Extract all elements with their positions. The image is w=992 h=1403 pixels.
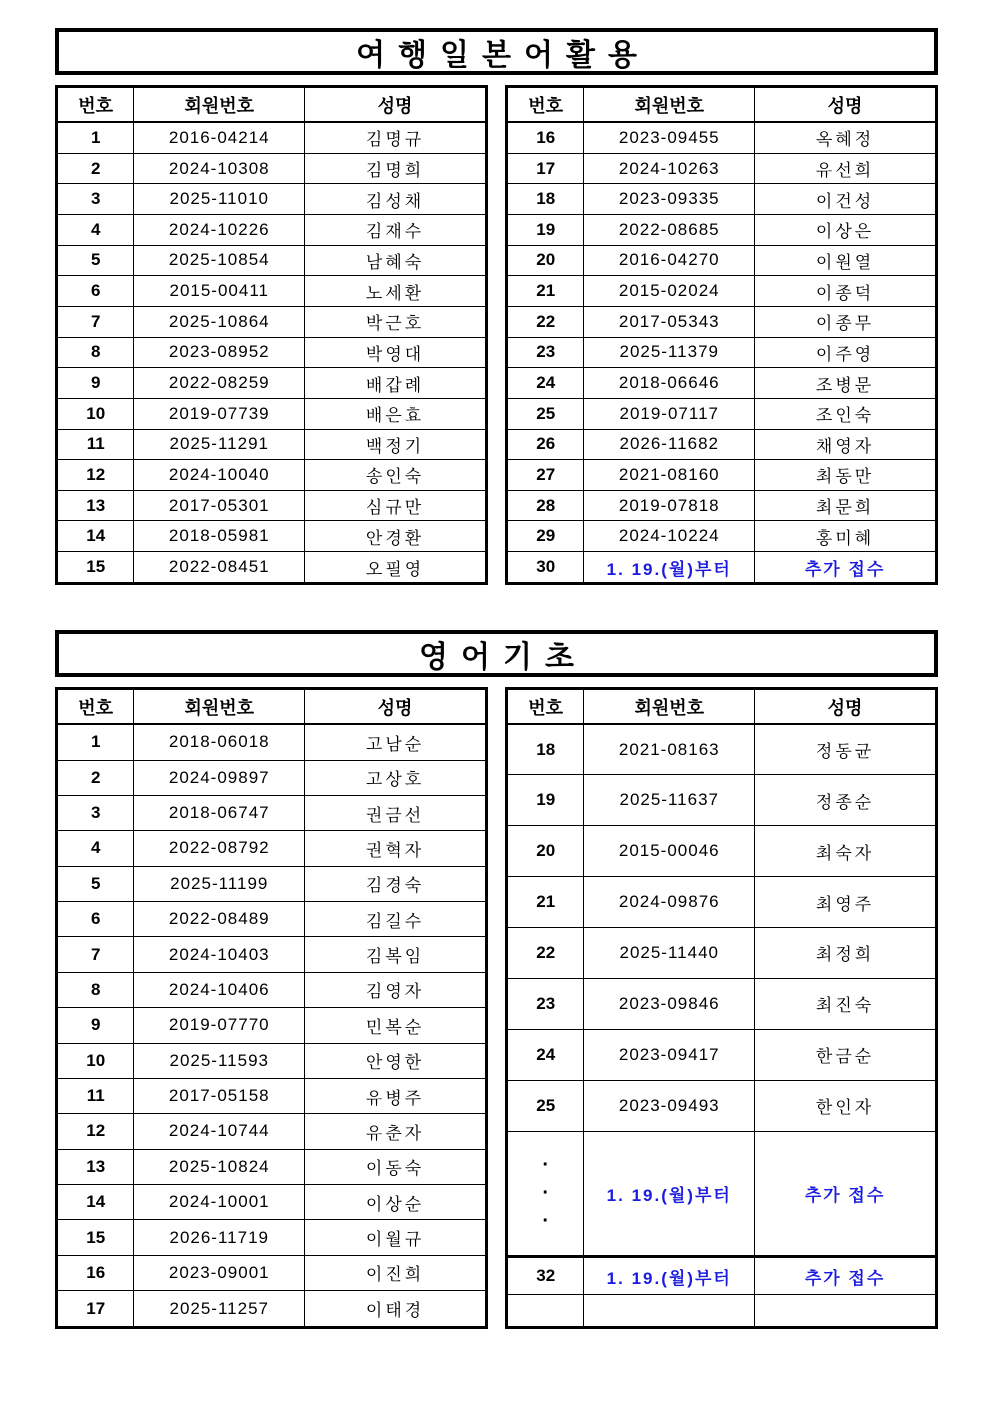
row-number-cell: 11 [57, 1078, 134, 1113]
table-row [507, 245, 937, 276]
table-row [57, 831, 487, 866]
member-number-cell: 2022-08489 [134, 902, 305, 937]
member-name-cell: 권혁자 [305, 831, 487, 866]
table-row [57, 398, 487, 429]
member-name-cell: 유춘자 [305, 1114, 487, 1149]
member-name-cell: 이건성 [755, 184, 937, 215]
table-row [57, 429, 487, 460]
member-number-cell: 2022-08685 [584, 215, 755, 246]
member-number-cell: 2018-06646 [584, 368, 755, 399]
row-number-cell: 12 [57, 1114, 134, 1149]
member-name-cell: 이진희 [305, 1255, 487, 1290]
member-number-cell: 2024-10403 [134, 937, 305, 972]
member-number-cell: 2024-10224 [584, 521, 755, 552]
table-row [507, 521, 937, 552]
course-title-travel-japanese: 여행일본어활용 [55, 28, 938, 75]
member-name-cell: 최동만 [755, 460, 937, 491]
member-name-cell: 조병문 [755, 368, 937, 399]
header-no: 번호 [507, 689, 584, 725]
table-row-32 [507, 1257, 937, 1295]
member-number-cell: 2023-09001 [134, 1255, 305, 1290]
row-number-cell: 5 [57, 866, 134, 901]
table-row [507, 1080, 937, 1131]
member-name-cell: 최영주 [755, 877, 937, 928]
member-number-cell: 2026-11682 [584, 429, 755, 460]
member-number-cell: 2022-08792 [134, 831, 305, 866]
row-number-cell: 2 [57, 153, 134, 184]
row-number-cell: 3 [57, 184, 134, 215]
member-name-cell: 이종무 [755, 306, 937, 337]
basic-english-table-right [505, 687, 938, 1329]
member-name-cell: 조인숙 [755, 398, 937, 429]
table-row [507, 1029, 937, 1080]
table-row [507, 877, 937, 928]
travel-japanese-table-left [55, 85, 488, 585]
member-number-cell: 2024-09876 [584, 877, 755, 928]
member-name-cell: 이주영 [755, 337, 937, 368]
member-name-cell: 권금선 [305, 795, 487, 830]
row-number-cell: 20 [507, 826, 584, 877]
member-number-cell: 2025-10824 [134, 1149, 305, 1184]
table-row [507, 552, 937, 584]
dot: · [542, 1210, 550, 1233]
member-name-cell: 김성채 [305, 184, 487, 215]
row-number-cell: 23 [507, 337, 584, 368]
table-row [57, 460, 487, 491]
ellipsis-dots [508, 1154, 583, 1233]
member-number-cell: 2018-06018 [134, 724, 305, 760]
table-row [57, 1220, 487, 1255]
table-row [57, 1043, 487, 1078]
member-number-cell: 2023-09417 [584, 1029, 755, 1080]
row-number-cell: 5 [57, 245, 134, 276]
member-number-cell: 2024-10226 [134, 215, 305, 246]
member-name-cell: 이종덕 [755, 276, 937, 307]
table-row [507, 276, 937, 307]
member-number-cell: 2016-04270 [584, 245, 755, 276]
member-number-cell: 2021-08163 [584, 724, 755, 775]
row-number-cell: 6 [57, 902, 134, 937]
pending-label-cell: 추가 접수 [755, 1131, 937, 1256]
row-number-cell: 22 [507, 306, 584, 337]
member-name-cell: 고상호 [305, 760, 487, 795]
row-number-cell: 18 [507, 724, 584, 775]
member-number-cell: 2024-10263 [584, 153, 755, 184]
member-name-cell: 김길수 [305, 902, 487, 937]
member-number-cell: 2024-10001 [134, 1185, 305, 1220]
row-number-cell: 17 [507, 153, 584, 184]
row-number-cell: 14 [57, 1185, 134, 1220]
header-row [507, 87, 937, 123]
table-row [57, 1185, 487, 1220]
table-row [507, 398, 937, 429]
member-name-cell: 최문희 [755, 490, 937, 521]
row-number-cell: 29 [507, 521, 584, 552]
table-row [507, 826, 937, 877]
member-name-cell: 정동균 [755, 724, 937, 775]
member-name-cell: 이태경 [305, 1291, 487, 1328]
row-number-cell: 6 [57, 276, 134, 307]
table-row [507, 215, 937, 246]
member-number-cell: 2015-00046 [584, 826, 755, 877]
header-name: 성명 [305, 87, 487, 123]
member-number-cell: 2019-07818 [584, 490, 755, 521]
row-number-cell: 13 [57, 490, 134, 521]
row-number-cell: 10 [57, 398, 134, 429]
table-row [57, 1078, 487, 1113]
member-number-cell: 1. 19.(월)부터 [584, 552, 755, 584]
table-row [57, 1149, 487, 1184]
header-no: 번호 [57, 689, 134, 725]
member-name-cell: 유병주 [305, 1078, 487, 1113]
table-row [57, 122, 487, 153]
member-name-cell: 채영자 [755, 429, 937, 460]
member-name-cell: 옥혜정 [755, 122, 937, 153]
row-number-cell: 3 [57, 795, 134, 830]
row-number-cell: 24 [507, 368, 584, 399]
row-number-cell [507, 1295, 584, 1328]
table-row [507, 306, 937, 337]
row-number-cell: 25 [507, 1080, 584, 1131]
row-number-cell: 9 [57, 1008, 134, 1043]
member-number-cell: 2023-09335 [584, 184, 755, 215]
table-row [57, 937, 487, 972]
row-number-cell: 16 [57, 1255, 134, 1290]
member-name-cell: 이원열 [755, 245, 937, 276]
member-name-cell: 박영대 [305, 337, 487, 368]
member-number-cell: 2024-10308 [134, 153, 305, 184]
row-number-cell: 2 [57, 760, 134, 795]
member-number-cell: 2017-05343 [584, 306, 755, 337]
header-member-number: 회원번호 [134, 689, 305, 725]
table-row [57, 972, 487, 1007]
member-name-cell: 이상은 [755, 215, 937, 246]
row-number-cell: 11 [57, 429, 134, 460]
row-number-cell: 1 [57, 122, 134, 153]
header-no: 번호 [57, 87, 134, 123]
table-row [57, 490, 487, 521]
header-member-number: 회원번호 [584, 689, 755, 725]
row-number-cell: 26 [507, 429, 584, 460]
member-name-cell: 백정기 [305, 429, 487, 460]
table-row [57, 521, 487, 552]
member-name-cell: 한인자 [755, 1080, 937, 1131]
table-row [507, 153, 937, 184]
member-number-cell: 2025-11199 [134, 866, 305, 901]
member-name-cell: 최정희 [755, 928, 937, 979]
header-name: 성명 [305, 689, 487, 725]
pending-label-cell: 추가 접수 [755, 1257, 937, 1295]
member-name-cell: 이상순 [305, 1185, 487, 1220]
member-number-cell: 2021-08160 [584, 460, 755, 491]
dot: · [542, 1154, 550, 1177]
member-name-cell: 한금순 [755, 1029, 937, 1080]
row-number-cell: 4 [57, 831, 134, 866]
pending-signup-merged-row [507, 1131, 937, 1256]
table-row [57, 153, 487, 184]
header-member-number: 회원번호 [134, 87, 305, 123]
member-number-cell: 2017-05158 [134, 1078, 305, 1113]
table-row [507, 122, 937, 153]
member-number-cell: 2025-11257 [134, 1291, 305, 1328]
row-number-cell: 28 [507, 490, 584, 521]
row-number-cell: 22 [507, 928, 584, 979]
member-name-cell: 박근호 [305, 306, 487, 337]
member-number-cell: 2016-04214 [134, 122, 305, 153]
member-number-cell: 2025-10864 [134, 306, 305, 337]
row-number-cell: 18 [507, 184, 584, 215]
table-row [507, 337, 937, 368]
table-row [57, 245, 487, 276]
member-number-cell: 2024-10406 [134, 972, 305, 1007]
row-number-cell: 19 [507, 215, 584, 246]
member-name-cell: 안경환 [305, 521, 487, 552]
row-number-cell: 30 [507, 552, 584, 584]
row-number-cell: 7 [57, 937, 134, 972]
member-number-cell: 2017-05301 [134, 490, 305, 521]
member-number-cell: 2022-08451 [134, 552, 305, 584]
member-name-cell: 심규만 [305, 490, 487, 521]
row-number-cell: 10 [57, 1043, 134, 1078]
member-name-cell: 이동숙 [305, 1149, 487, 1184]
pending-date-cell: 1. 19.(월)부터 [584, 1131, 755, 1256]
table-row [57, 1008, 487, 1043]
header-row [507, 689, 937, 725]
member-name-cell: 김재수 [305, 215, 487, 246]
member-number-cell: 2025-11291 [134, 429, 305, 460]
member-name-cell: 배은효 [305, 398, 487, 429]
header-member-number: 회원번호 [584, 87, 755, 123]
table-row [57, 1114, 487, 1149]
table-row [57, 1291, 487, 1328]
row-number-cell: 23 [507, 978, 584, 1029]
row-number-cell: 27 [507, 460, 584, 491]
row-number-cell: 7 [57, 306, 134, 337]
member-number-cell: 2024-10744 [134, 1114, 305, 1149]
table-row [507, 184, 937, 215]
member-number-cell: 2023-09846 [584, 978, 755, 1029]
member-name-cell: 김영자 [305, 972, 487, 1007]
member-name-cell: 남혜숙 [305, 245, 487, 276]
member-number-cell: 2024-09897 [134, 760, 305, 795]
table-row [57, 368, 487, 399]
member-number-cell: 2025-10854 [134, 245, 305, 276]
member-number-cell: 2026-11719 [134, 1220, 305, 1255]
row-number-cell: 15 [57, 1220, 134, 1255]
member-name-cell: 최숙자 [755, 826, 937, 877]
member-name-cell: 배갑례 [305, 368, 487, 399]
ellipsis-dots-cell [507, 1131, 584, 1256]
table-row [57, 866, 487, 901]
travel-japanese-table-right [505, 85, 938, 585]
member-name-cell: 홍미혜 [755, 521, 937, 552]
member-number-cell: 2025-11379 [584, 337, 755, 368]
table-row [57, 306, 487, 337]
member-name-cell: 정종순 [755, 775, 937, 826]
row-number-cell: 17 [57, 1291, 134, 1328]
row-number-cell: 8 [57, 337, 134, 368]
table-row [57, 552, 487, 584]
table-row [507, 724, 937, 775]
row-number-cell: 12 [57, 460, 134, 491]
header-name: 성명 [755, 87, 937, 123]
member-name-cell: 김경숙 [305, 866, 487, 901]
header-row [57, 87, 487, 123]
member-name-cell: 오필영 [305, 552, 487, 584]
table-row [507, 775, 937, 826]
row-number-cell: 9 [57, 368, 134, 399]
table-row [507, 490, 937, 521]
table-row [57, 902, 487, 937]
table-row [57, 184, 487, 215]
member-number-cell: 2025-11440 [584, 928, 755, 979]
member-number-cell: 2019-07770 [134, 1008, 305, 1043]
row-number-cell: 15 [57, 552, 134, 584]
member-name-cell: 최진숙 [755, 978, 937, 1029]
basic-english-table-left [55, 687, 488, 1329]
member-number-cell: 2018-05981 [134, 521, 305, 552]
table-row [507, 368, 937, 399]
member-name-cell: 김명희 [305, 153, 487, 184]
row-number-cell: 21 [507, 877, 584, 928]
row-number-cell: 24 [507, 1029, 584, 1080]
member-number-cell: 2019-07739 [134, 398, 305, 429]
member-name-cell: 이월규 [305, 1220, 487, 1255]
table-row [57, 795, 487, 830]
table-row [507, 928, 937, 979]
member-number-cell [584, 1295, 755, 1328]
member-name-cell: 민복순 [305, 1008, 487, 1043]
row-number-cell: 32 [507, 1257, 584, 1295]
member-number-cell: 2015-02024 [584, 276, 755, 307]
header-no: 번호 [507, 87, 584, 123]
member-name-cell: 김명규 [305, 122, 487, 153]
member-number-cell: 2023-08952 [134, 337, 305, 368]
table-row [507, 978, 937, 1029]
row-number-cell: 13 [57, 1149, 134, 1184]
member-number-cell: 2022-08259 [134, 368, 305, 399]
member-number-cell: 2023-09493 [584, 1080, 755, 1131]
course-title-basic-english: 영어기초 [55, 630, 938, 677]
row-number-cell: 1 [57, 724, 134, 760]
dot: · [542, 1182, 550, 1205]
member-name-cell: 송인숙 [305, 460, 487, 491]
member-number-cell: 2024-10040 [134, 460, 305, 491]
row-number-cell: 21 [507, 276, 584, 307]
member-name-cell: 추가 접수 [755, 552, 937, 584]
member-number-cell: 2025-11637 [584, 775, 755, 826]
table-row [57, 760, 487, 795]
member-name-cell: 노세환 [305, 276, 487, 307]
table-row [57, 215, 487, 246]
table-row [57, 724, 487, 760]
table-row [507, 460, 937, 491]
table-row [57, 337, 487, 368]
table-row [57, 1255, 487, 1290]
row-number-cell: 14 [57, 521, 134, 552]
member-number-cell: 2025-11010 [134, 184, 305, 215]
member-name-cell: 김복임 [305, 937, 487, 972]
row-number-cell: 16 [507, 122, 584, 153]
member-number-cell: 2023-09455 [584, 122, 755, 153]
header-name: 성명 [755, 689, 937, 725]
pending-date-cell: 1. 19.(월)부터 [584, 1257, 755, 1295]
member-name-cell [755, 1295, 937, 1328]
empty-row [507, 1295, 937, 1328]
member-number-cell: 2018-06747 [134, 795, 305, 830]
table-row [57, 276, 487, 307]
member-number-cell: 2019-07117 [584, 398, 755, 429]
member-name-cell: 유선희 [755, 153, 937, 184]
row-number-cell: 25 [507, 398, 584, 429]
row-number-cell: 19 [507, 775, 584, 826]
table-row [507, 429, 937, 460]
header-row [57, 689, 487, 725]
row-number-cell: 4 [57, 215, 134, 246]
member-name-cell: 안영한 [305, 1043, 487, 1078]
row-number-cell: 20 [507, 245, 584, 276]
member-name-cell: 고남순 [305, 724, 487, 760]
member-number-cell: 2015-00411 [134, 276, 305, 307]
row-number-cell: 8 [57, 972, 134, 1007]
member-number-cell: 2025-11593 [134, 1043, 305, 1078]
